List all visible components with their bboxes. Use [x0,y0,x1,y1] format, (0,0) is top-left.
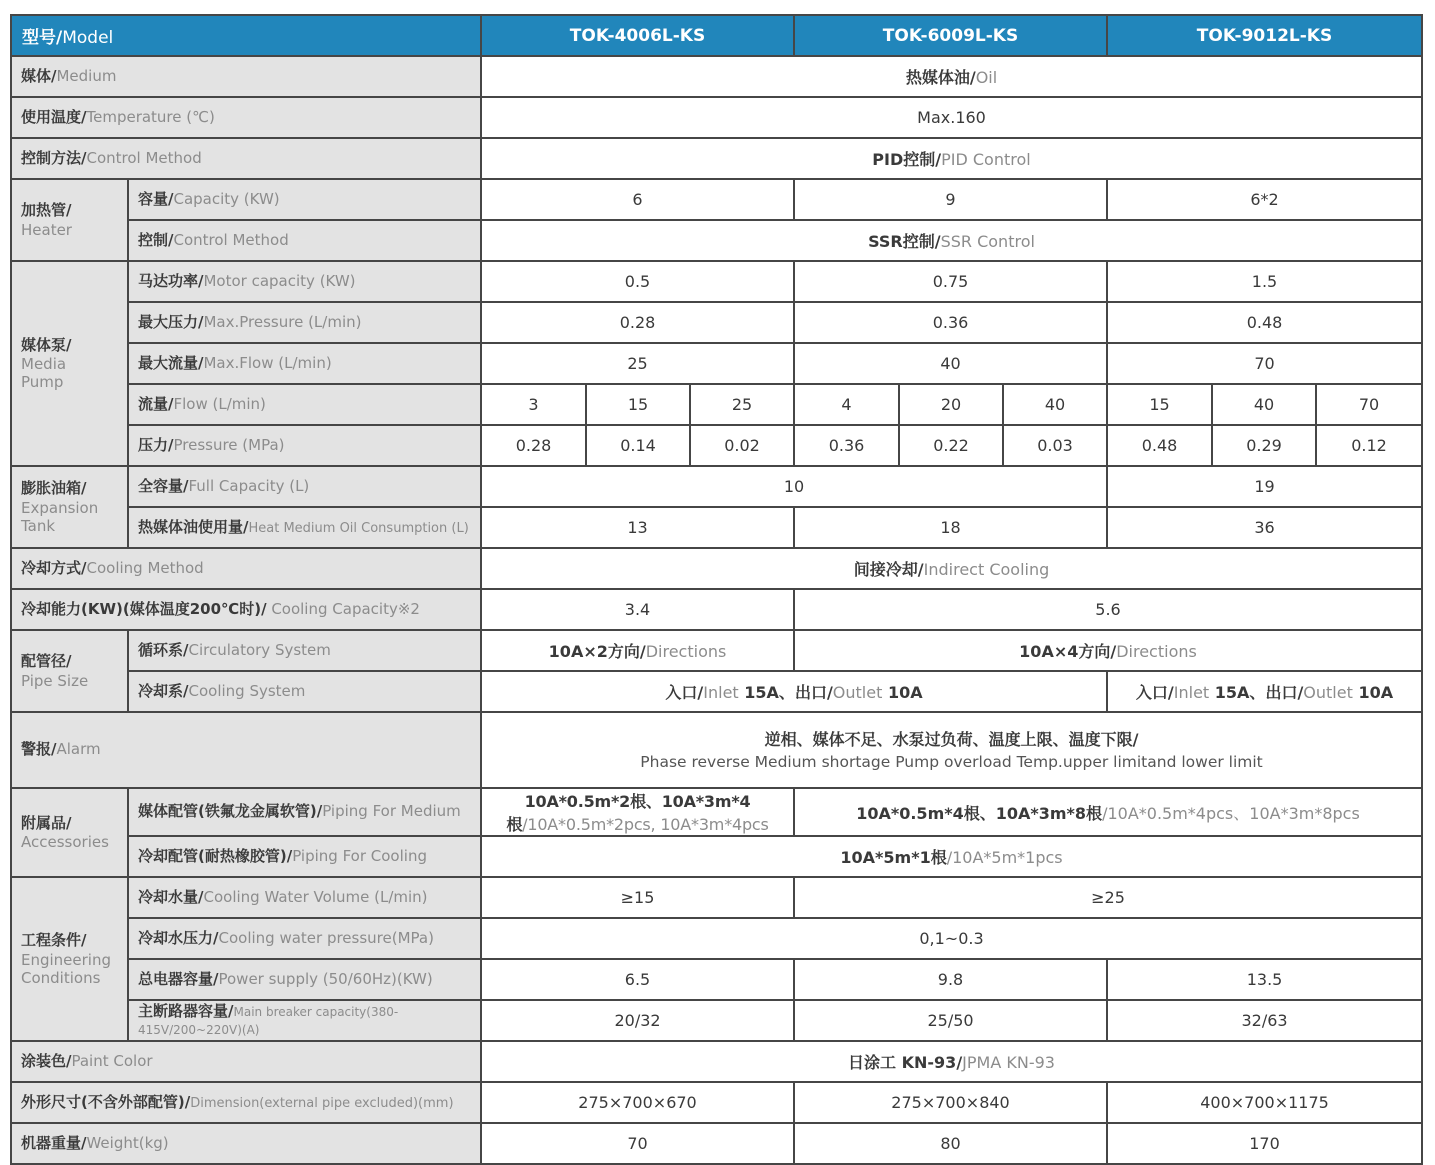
accessories-group-label: 附属品/ Accessories [11,788,128,877]
row-water-pressure [11,918,1422,959]
row-oil-consumption [11,507,1422,548]
cooling-capacity-value-2: 5.6 [794,589,1422,630]
full-capacity-value-1: 10 [481,466,1107,507]
paint-color-label: 涂装色/Paint Color [11,1041,481,1082]
cooling-method-value: 间接冷却/Indirect Cooling [481,548,1422,589]
flow-value-1: 3 [481,384,586,425]
row-full-capacity [11,466,1422,507]
max-pressure-label: 最大压力/Max.Pressure (L/min) [128,302,481,343]
oil-consumption-value-3: 36 [1107,507,1422,548]
row-heater-control [11,220,1422,261]
control-method-label: 控制方法/Control Method [11,138,481,179]
circulatory-value-1: 10A×2方向/Directions [481,630,794,671]
water-pressure-value: 0,1~0.3 [481,918,1422,959]
flow-value-2: 15 [586,384,690,425]
cooling-method-label: 冷却方式/Cooling Method [11,548,481,589]
row-cooling-method [11,548,1422,589]
row-circulatory [11,630,1422,671]
max-flow-value-3: 70 [1107,343,1422,384]
pump-pressure-value-6: 0.03 [1003,425,1107,466]
engineering-group-label: 工程条件/ Engineering Conditions [11,877,128,1041]
row-max-pressure [11,302,1422,343]
max-flow-value-1: 25 [481,343,794,384]
alarm-label: 警报/Alarm [11,712,481,788]
heater-control-label: 控制/Control Method [128,220,481,261]
row-power-supply [11,959,1422,1000]
row-weight [11,1123,1422,1164]
pump-pressure-label: 压力/Pressure (MPa) [128,425,481,466]
dimension-label: 外形尺寸(不含外部配管)/Dimension(external pipe excluded)(mm) [11,1082,481,1123]
oil-consumption-label: 热媒体油使用量/Heat Medium Oil Consumption (L) [128,507,481,548]
heater-capacity-label: 容量/Capacity (KW) [128,179,481,220]
row-alarm [11,712,1422,788]
motor-capacity-value-3: 1.5 [1107,261,1422,302]
row-cooling-capacity [11,589,1422,630]
water-pressure-label: 冷却水压力/Cooling water pressure(MPa) [128,918,481,959]
flow-value-5: 20 [899,384,1003,425]
piping-medium-value-1: 10A*0.5m*2根、10A*3m*4根/10A*0.5m*2pcs, 10A*3m*4pcs [481,788,794,836]
weight-value-3: 170 [1107,1123,1422,1164]
header-row [11,15,1422,56]
power-supply-value-1: 6.5 [481,959,794,1000]
row-piping-cooling [11,836,1422,877]
row-dimension [11,1082,1422,1123]
piping-medium-label: 媒体配管(铁氟龙金属软管)/Piping For Medium [128,788,481,836]
oil-consumption-value-2: 18 [794,507,1107,548]
flow-value-3: 25 [690,384,794,425]
media-pump-group-label: 媒体泵/ Media Pump [11,261,128,466]
pipe-size-group-label: 配管径/ Pipe Size [11,630,128,712]
row-cooling-system [11,671,1422,712]
flow-label: 流量/Flow (L/min) [128,384,481,425]
model-header-3: TOK-9012L-KS [1107,15,1422,56]
full-capacity-value-2: 19 [1107,466,1422,507]
temperature-value: Max.160 [481,97,1422,138]
power-supply-value-3: 13.5 [1107,959,1422,1000]
alarm-line-zh: 逆相、媒体不足、水泵过负荷、温度上限、温度下限/ [764,729,1139,749]
max-flow-label: 最大流量/Max.Flow (L/min) [128,343,481,384]
full-capacity-label: 全容量/Full Capacity (L) [128,466,481,507]
row-motor-capacity [11,261,1422,302]
expansion-tank-group-label: 膨胀油箱/ Expansion Tank [11,466,128,548]
water-volume-value-1: ≥15 [481,877,794,918]
weight-value-1: 70 [481,1123,794,1164]
row-heater-capacity [11,179,1422,220]
flow-value-6: 40 [1003,384,1107,425]
row-main-breaker [11,1000,1422,1041]
power-supply-value-2: 9.8 [794,959,1107,1000]
max-pressure-value-2: 0.36 [794,302,1107,343]
pump-pressure-value-2: 0.14 [586,425,690,466]
pump-pressure-value-5: 0.22 [899,425,1003,466]
water-volume-label: 冷却水量/Cooling Water Volume (L/min) [128,877,481,918]
cooling-system-value-2: 入口/Inlet 15A、出口/Outlet 10A [1107,671,1422,712]
row-temperature [11,97,1422,138]
heater-capacity-value-2: 9 [794,179,1107,220]
medium-value: 热媒体油/Oil [481,56,1422,97]
dimension-value-3: 400×700×1175 [1107,1082,1422,1123]
motor-capacity-value-2: 0.75 [794,261,1107,302]
oil-consumption-value-1: 13 [481,507,794,548]
pump-pressure-value-4: 0.36 [794,425,899,466]
model-header-1: TOK-4006L-KS [481,15,794,56]
cooling-capacity-value-1: 3.4 [481,589,794,630]
heater-capacity-value-1: 6 [481,179,794,220]
max-pressure-value-1: 0.28 [481,302,794,343]
dimension-value-2: 275×700×840 [794,1082,1107,1123]
alarm-line-en: Phase reverse Medium shortage Pump overload Temp.upper limitand lower limit [640,752,1263,771]
heater-control-value: SSR控制/SSR Control [481,220,1422,261]
row-control-method [11,138,1422,179]
main-breaker-value-3: 32/63 [1107,1000,1422,1041]
weight-label: 机器重量/Weight(kg) [11,1123,481,1164]
water-volume-value-2: ≥25 [794,877,1422,918]
cooling-system-label: 冷却系/Cooling System [128,671,481,712]
max-pressure-value-3: 0.48 [1107,302,1422,343]
piping-medium-value-2: 10A*0.5m*4根、10A*3m*8根/10A*0.5m*4pcs、10A*3m*8pcs [794,788,1422,836]
piping-cooling-value: 10A*5m*1根/10A*5m*1pcs [481,836,1422,877]
piping-cooling-label: 冷却配管(耐热橡胶管)/Piping For Cooling [128,836,481,877]
main-breaker-label: 主断路器容量/Main breaker capacity(380-415V/200~220V)(A) [128,1000,481,1041]
spec-table [10,14,1423,1165]
model-header-2: TOK-6009L-KS [794,15,1107,56]
power-supply-label: 总电器容量/Power supply (50/60Hz)(KW) [128,959,481,1000]
temperature-label: 使用温度/Temperature (℃) [11,97,481,138]
row-water-volume [11,877,1422,918]
main-breaker-value-1: 20/32 [481,1000,794,1041]
model-label-cell [11,15,481,56]
row-flow [11,384,1422,425]
model-label-en: Model [62,28,114,48]
heater-group-label: 加热管/ Heater [11,179,128,261]
control-method-value: PID控制/PID Control [481,138,1422,179]
cooling-capacity-label: 冷却能力(KW)(媒体温度200℃时)/ Cooling Capacity※2 [11,589,481,630]
row-medium [11,56,1422,97]
alarm-value [481,712,1422,788]
max-flow-value-2: 40 [794,343,1107,384]
dimension-value-1: 275×700×670 [481,1082,794,1123]
flow-value-9: 70 [1316,384,1422,425]
circulatory-label: 循环系/Circulatory System [128,630,481,671]
model-label-zh: 型号/ [22,28,63,48]
circulatory-value-2: 10A×4方向/Directions [794,630,1422,671]
row-pump-pressure [11,425,1422,466]
pump-pressure-value-8: 0.29 [1212,425,1316,466]
pump-pressure-value-1: 0.28 [481,425,586,466]
flow-value-4: 4 [794,384,899,425]
heater-capacity-value-3: 6*2 [1107,179,1422,220]
pump-pressure-value-3: 0.02 [690,425,794,466]
pump-pressure-value-9: 0.12 [1316,425,1422,466]
row-max-flow [11,343,1422,384]
motor-capacity-label: 马达功率/Motor capacity (KW) [128,261,481,302]
flow-value-8: 40 [1212,384,1316,425]
motor-capacity-value-1: 0.5 [481,261,794,302]
pump-pressure-value-7: 0.48 [1107,425,1212,466]
cooling-system-value-1: 入口/Inlet 15A、出口/Outlet 10A [481,671,1107,712]
row-paint-color [11,1041,1422,1082]
row-piping-medium [11,788,1422,836]
medium-label: 媒体/Medium [11,56,481,97]
weight-value-2: 80 [794,1123,1107,1164]
flow-value-7: 15 [1107,384,1212,425]
paint-color-value: 日涂工 KN-93/JPMA KN-93 [481,1041,1422,1082]
main-breaker-value-2: 25/50 [794,1000,1107,1041]
